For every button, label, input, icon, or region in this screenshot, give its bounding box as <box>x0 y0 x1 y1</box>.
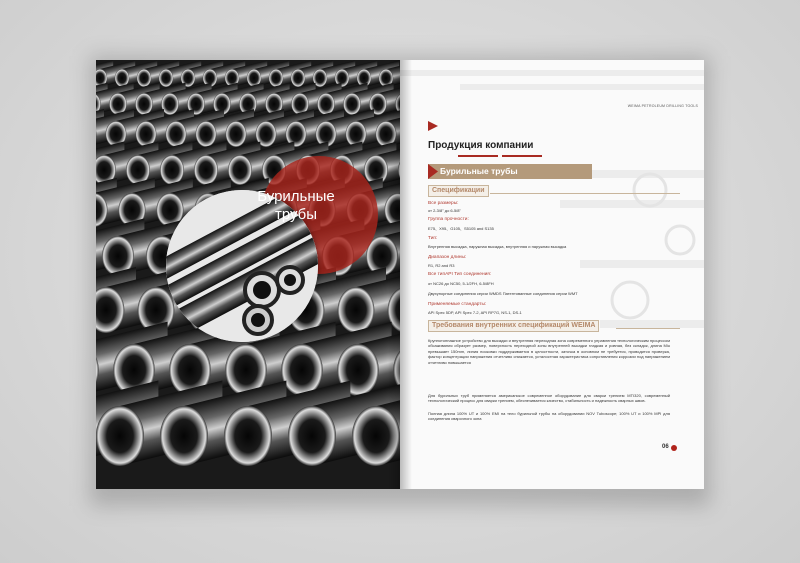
pipe-end <box>135 93 153 115</box>
spec-value: от 2-3/8" до 6-5/8" <box>428 208 461 213</box>
pipe-end <box>226 121 247 147</box>
requirements-heading: Требования внутренних спецификаций WEIMA <box>428 320 599 332</box>
spec-label: Применяемые стандарты: <box>428 302 487 307</box>
page-number: 06 <box>662 444 669 450</box>
pipe-end <box>160 155 184 185</box>
heading-rule <box>490 193 680 194</box>
pipe-end <box>317 93 335 115</box>
spec-label: Все типAPI Тип соединения: <box>428 272 492 277</box>
left-page <box>96 60 400 489</box>
pipe-end <box>288 406 336 466</box>
paragraph: Для бурильных труб применяется американское современное оборудование для сварки трением MTI320, современный технологический процесс для сварки трением, обеспечивается качество, стабильность и надежность сварных швов. <box>428 393 670 404</box>
spec-label: Группа прочности: <box>428 217 469 222</box>
spec-label: Тип: <box>428 236 438 241</box>
banner-arrow-icon <box>428 164 438 179</box>
pipe-end <box>281 344 323 396</box>
pipe-end <box>137 69 151 87</box>
paragraph: Полная длина 100% UT и 100% EMI на тело бурильной трубы на оборудовании NOV Tuboscope; 100% UT и 100% MPI для соединения сварочного зона <box>428 411 670 422</box>
spec-value: от NC26 до NC50, 5-1/2FH, 6-5/8FH <box>428 281 494 286</box>
spec-value: R1, R2 and R3 <box>428 263 455 268</box>
banner-title: Бурильные трубы <box>440 166 518 176</box>
section-arrow-icon <box>428 121 438 131</box>
pipe-end <box>338 287 375 333</box>
spec-value: E75、X95、G105、S5105 and S135 <box>428 226 494 231</box>
title-underline <box>502 155 542 157</box>
spine-gutter <box>388 60 412 489</box>
title-underline <box>458 155 498 157</box>
pipe-end <box>96 406 144 466</box>
pipe-end <box>228 155 252 185</box>
section-title: Продукция компании <box>428 140 534 151</box>
pipe-end <box>159 69 173 87</box>
pipe-end <box>196 121 217 147</box>
paragraph: Крупнотоннажное устройство для высадки и внутренняя переходная зона современного управления технологическим процессом обсаживания образует размер, поверхность переходной зоны внутренней высадки гладкая и ровная, без складок, длина Miu превышает 150mm, линия посковки поддерживается в целостности, заточка в основном не требуется, проводится проверка, фактор концентрации напряжения отчетливо снижается, усталостная характеристика сопротивления коррозии под напряжением отчетливо повышается <box>428 338 670 365</box>
spec-value: Двухупорные соединения серии WMDS Патентованные соединения серии WMT <box>428 291 578 296</box>
spec-value: Внутренняя высадка, наружная высадка, внутренняя и наружная высадка <box>428 244 567 249</box>
spec-label: Диапазон длины: <box>428 255 467 260</box>
company-header: WEIMA PETROLEUM DRILLING TOOLS <box>627 104 698 108</box>
heading-rule <box>616 328 680 329</box>
pipe-end <box>166 121 187 147</box>
right-page <box>400 60 704 489</box>
pipe-end <box>269 69 283 87</box>
spec-label: Все размеры: <box>428 201 459 206</box>
left-circle-title: Бурильные трубы <box>257 188 335 223</box>
spec-value: API Spec 5DP, API Spec 7-2, API RP7G, NS-1, DS-1 <box>428 310 522 315</box>
pipe-end <box>291 69 305 87</box>
specs-heading: Спецификации <box>428 185 489 197</box>
pipe-end <box>346 121 367 147</box>
pipe-end <box>343 93 361 115</box>
page-number-dot <box>671 445 677 451</box>
pipe-end <box>194 155 218 185</box>
pipe-end <box>160 406 208 466</box>
pipe-end <box>224 406 272 466</box>
